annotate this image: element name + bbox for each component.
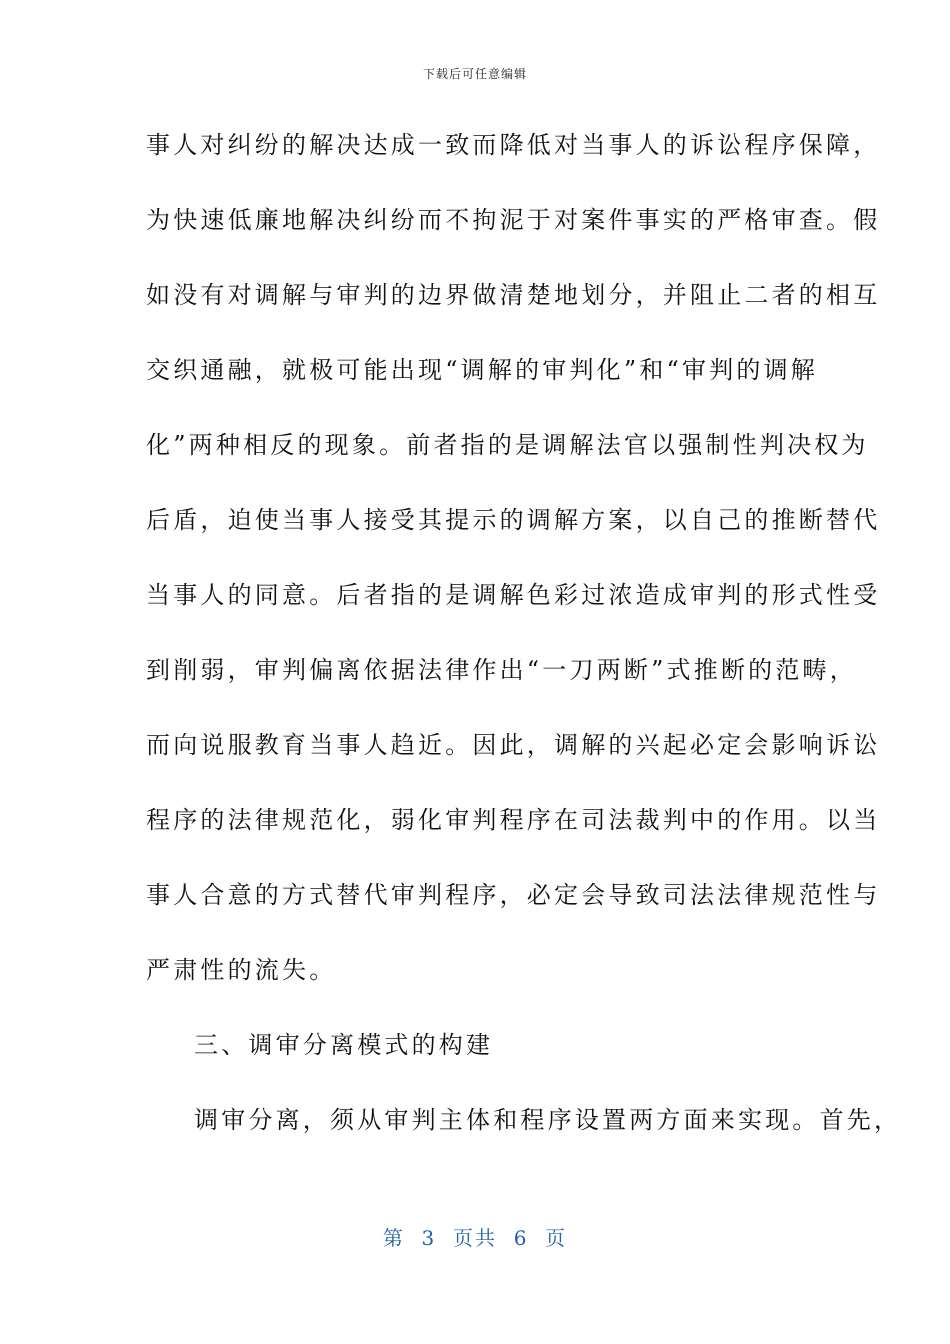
- paragraph-line: 到削弱，审判偏离依据法律作出“一刀两断”式推断的范畴，: [146, 656, 857, 684]
- paragraph-line: 为快速低廉地解决纠纷而不拘泥于对案件事实的严格审查。假: [146, 206, 881, 234]
- page-header: 下载后可任意编辑: [422, 67, 527, 81]
- paragraph-line: 事人对纠纷的解决达成一致而降低对当事人的诉讼程序保障，: [146, 131, 881, 159]
- paragraph-line: 如没有对调解与审判的边界做清楚地划分，并阻止二者的相互: [146, 281, 881, 309]
- document-body: [146, 120, 902, 1170]
- paragraph-line: 严肃性的流失。: [146, 956, 337, 984]
- page-number-footer: 第 3 页共 6 页: [382, 1226, 568, 1250]
- paragraph-line: 程序的法律规范化，弱化审判程序在司法裁判中的作用。以当: [146, 806, 881, 834]
- paragraph-line: 而向说服教育当事人趋近。因此，调解的兴起必定会影响诉讼: [146, 731, 881, 759]
- paragraph-line: 后盾，迫使当事人接受其提示的调解方案，以自己的推断替代: [146, 506, 881, 534]
- paragraph-line: 当事人的同意。后者指的是调解色彩过浓造成审判的形式性受: [146, 581, 881, 609]
- paragraph-line: 事人合意的方式替代审判程序，必定会导致司法法律规范性与: [146, 881, 881, 909]
- paragraph-line: 化”两种相反的现象。前者指的是调解法官以强制性判决权为: [146, 431, 869, 459]
- paragraph-line: 交织通融，就极可能出现“调解的审判化”和“审判的调解: [146, 356, 819, 384]
- paragraph-line: 调审分离，须从审判主体和程序设置两方面来实现。首先，: [194, 1106, 902, 1134]
- section-heading: 三、调审分离模式的构建: [194, 1031, 494, 1059]
